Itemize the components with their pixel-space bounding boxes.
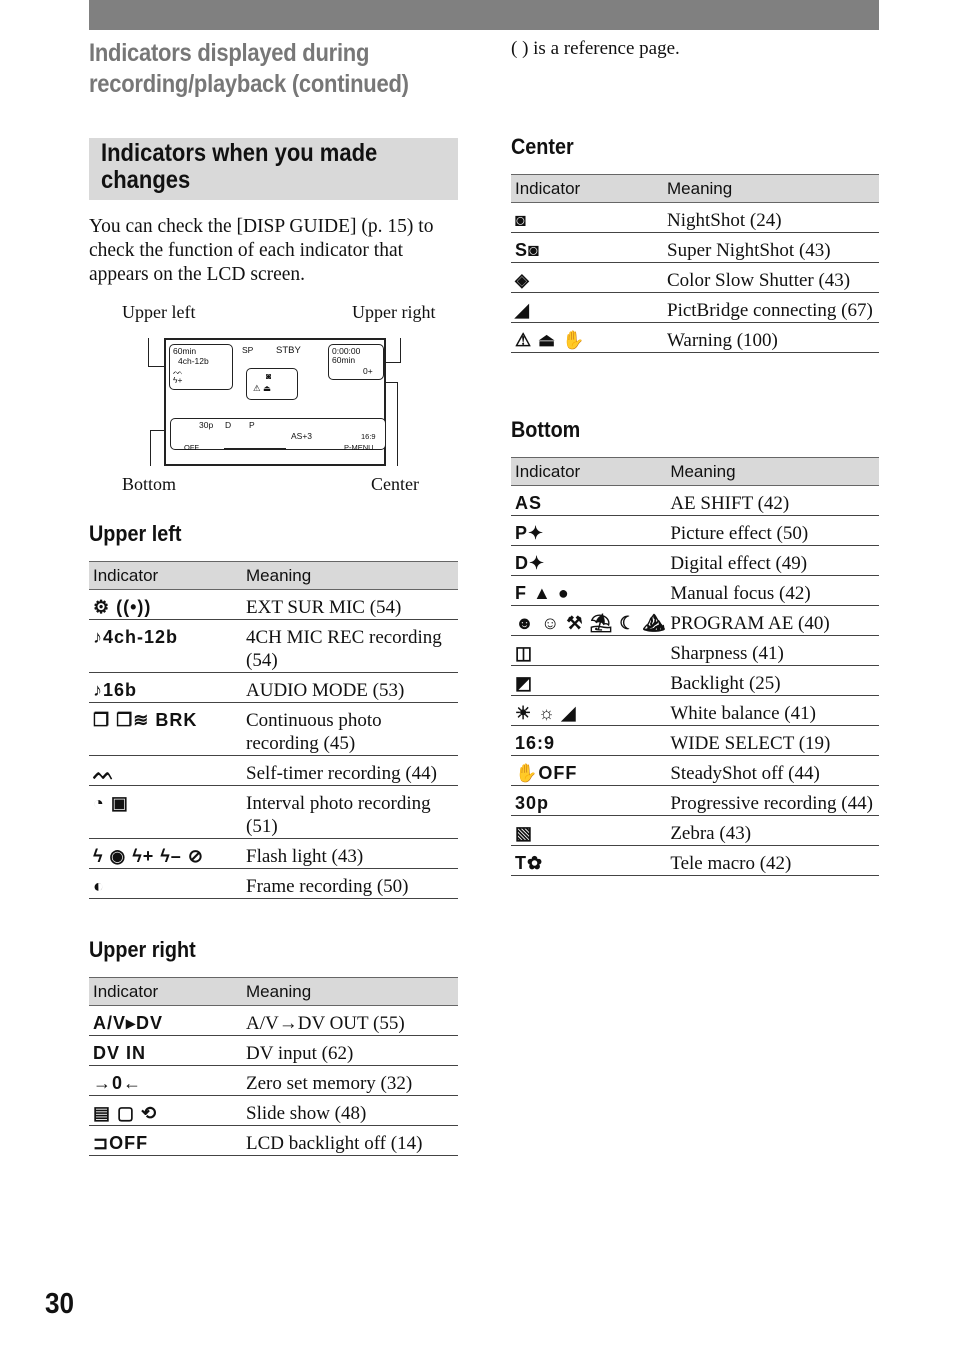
table-row bbox=[511, 323, 879, 353]
diagram-label-bottom: Bottom bbox=[122, 474, 177, 494]
indicator-icon: ϟ ◉ ϟ+ ϟ– ⊘ bbox=[89, 839, 242, 869]
table-row bbox=[511, 606, 879, 636]
lcd-sp: SP bbox=[242, 345, 254, 355]
diagram-label-upper-right: Upper right bbox=[352, 302, 436, 322]
lcd-upper-right-box bbox=[328, 344, 384, 380]
meaning-cell: Continuous photo recording (45) bbox=[242, 703, 458, 756]
table-row bbox=[89, 1126, 458, 1156]
meaning-cell: Backlight (25) bbox=[666, 666, 879, 696]
table-row bbox=[89, 673, 458, 703]
indicator-icon: ◔ ▣ bbox=[89, 786, 242, 839]
indicator-icon: ▧ bbox=[511, 816, 666, 846]
col-meaning: Meaning bbox=[242, 562, 458, 590]
meaning-cell: NightShot (24) bbox=[663, 203, 879, 233]
indicator-icon: ♪4ch-12b bbox=[89, 620, 242, 673]
meaning-cell: Zero set memory (32) bbox=[242, 1066, 458, 1096]
table-row bbox=[511, 726, 879, 756]
lcd-b-as: AS+3 bbox=[291, 431, 313, 441]
indicator-icon: T✿ bbox=[511, 846, 666, 876]
heading-upper-right: Upper right bbox=[89, 937, 196, 962]
table-row bbox=[511, 666, 879, 696]
table-row bbox=[89, 703, 458, 756]
lcd-b-d: D bbox=[225, 420, 232, 430]
lcd-ur-time: 0:00:00 bbox=[332, 346, 361, 356]
indicator-icon: 16:9 bbox=[511, 726, 666, 756]
heading-center: Center bbox=[511, 134, 574, 159]
table-row bbox=[511, 756, 879, 786]
indicator-icon: →0← bbox=[89, 1066, 242, 1096]
section-heading-box bbox=[89, 138, 458, 200]
lcd-b-169: 16:9 bbox=[361, 432, 376, 441]
meaning-cell: LCD backlight off (14) bbox=[242, 1126, 458, 1156]
meaning-cell: DV input (62) bbox=[242, 1036, 458, 1066]
col-indicator: Indicator bbox=[511, 175, 663, 203]
meaning-cell: White balance (41) bbox=[666, 696, 879, 726]
diagram-label-center: Center bbox=[371, 474, 419, 494]
indicator-icon: ☻ ☺ ⚒ ⛱ ☾ ⛰ bbox=[511, 606, 666, 636]
table-row bbox=[511, 233, 879, 263]
diagram-label-upper-left: Upper left bbox=[122, 302, 196, 322]
meaning-cell: Frame recording (50) bbox=[242, 869, 458, 899]
col-meaning: Meaning bbox=[666, 458, 879, 486]
indicator-icon: ✋OFF bbox=[511, 756, 666, 786]
page-title: Indicators displayed during recording/playback (continued) bbox=[89, 39, 409, 98]
reference-note: ( ) is a reference page. bbox=[511, 38, 680, 59]
meaning-cell: EXT SUR MIC (54) bbox=[242, 590, 458, 620]
meaning-cell: PROGRAM AE (40) bbox=[666, 606, 879, 636]
indicator-icon: ⚠ ⏏ ✋ bbox=[511, 323, 663, 353]
heading-bottom: Bottom bbox=[511, 417, 581, 442]
meaning-cell: Progressive recording (44) bbox=[666, 786, 879, 816]
meaning-cell: Self-timer recording (44) bbox=[242, 756, 458, 786]
table-row bbox=[89, 1066, 458, 1096]
indicator-icon: AS bbox=[511, 486, 666, 516]
indicator-icon: DV IN bbox=[89, 1036, 242, 1066]
indicator-icon: ☀ ☼ ◢ bbox=[511, 696, 666, 726]
intro-text: You can check the [DISP GUIDE] (p. 15) to check the function of each indicator that appears on the LCD screen. bbox=[89, 216, 434, 285]
lcd-b-menu: P-MENU bbox=[344, 443, 374, 452]
meaning-cell: WIDE SELECT (19) bbox=[666, 726, 879, 756]
table-row bbox=[511, 293, 879, 323]
meaning-cell: 4CH MIC REC recording (54) bbox=[242, 620, 458, 673]
meaning-cell: Sharpness (41) bbox=[666, 636, 879, 666]
indicator-icon: ᨓ bbox=[89, 756, 242, 786]
indicator-icon: ◈ bbox=[511, 263, 663, 293]
table-row bbox=[511, 786, 879, 816]
center-table bbox=[511, 174, 879, 353]
table-row bbox=[89, 1096, 458, 1126]
lcd-slider-bar bbox=[224, 448, 286, 449]
meaning-cell: Slide show (48) bbox=[242, 1096, 458, 1126]
meaning-cell: Digital effect (49) bbox=[666, 546, 879, 576]
nightshot-icon: ◙ bbox=[266, 371, 272, 381]
lcd-ur-remain: 60min bbox=[332, 355, 356, 365]
col-indicator: Indicator bbox=[511, 458, 666, 486]
bottom-table bbox=[511, 457, 879, 876]
lcd-stby: STBY bbox=[276, 345, 301, 356]
table-row bbox=[511, 816, 879, 846]
indicator-icon: D✦ bbox=[511, 546, 666, 576]
meaning-cell: Warning (100) bbox=[663, 323, 879, 353]
col-meaning: Meaning bbox=[242, 978, 458, 1006]
meaning-cell: Manual focus (42) bbox=[666, 576, 879, 606]
lcd-ul-line1: 60min bbox=[173, 346, 197, 356]
lcd-upper-left-box bbox=[169, 344, 233, 390]
indicator-icon: ❐ ❐≋ BRK bbox=[89, 703, 242, 756]
table-row bbox=[89, 869, 458, 899]
meaning-cell: Zebra (43) bbox=[666, 816, 879, 846]
upper-right-table bbox=[89, 977, 458, 1156]
table-row bbox=[511, 576, 879, 606]
indicator-icon: A/V▸DV bbox=[89, 1006, 242, 1036]
indicator-icon: ◐ bbox=[89, 869, 242, 899]
table-row bbox=[89, 620, 458, 673]
table-row bbox=[89, 1006, 458, 1036]
table-row bbox=[511, 203, 879, 233]
table-row bbox=[511, 846, 879, 876]
indicator-icon: P✦ bbox=[511, 516, 666, 546]
indicator-icon: ▤ ▢ ⟲ bbox=[89, 1096, 242, 1126]
col-indicator: Indicator bbox=[89, 562, 242, 590]
table-row bbox=[511, 486, 879, 516]
indicator-icon: 30p bbox=[511, 786, 666, 816]
indicator-icon: ⊐OFF bbox=[89, 1126, 242, 1156]
self-timer-icon: ᨓ bbox=[173, 366, 184, 376]
col-indicator: Indicator bbox=[89, 978, 242, 1006]
table-row bbox=[89, 1036, 458, 1066]
heading-upper-left: Upper left bbox=[89, 521, 182, 546]
upper-left-table bbox=[89, 561, 458, 899]
table-row bbox=[89, 839, 458, 869]
warning-icon: ⚠ ⏏ bbox=[253, 383, 272, 393]
meaning-cell: Interval photo recording (51) bbox=[242, 786, 458, 839]
lcd-screen bbox=[164, 338, 386, 466]
meaning-cell: AUDIO MODE (53) bbox=[242, 673, 458, 703]
meaning-cell: Picture effect (50) bbox=[666, 516, 879, 546]
header-bar bbox=[89, 0, 879, 30]
indicator-icon: F ▲ ● bbox=[511, 576, 666, 606]
table-row bbox=[511, 636, 879, 666]
meaning-cell: Tele macro (42) bbox=[666, 846, 879, 876]
table-row bbox=[511, 263, 879, 293]
table-row bbox=[511, 516, 879, 546]
lcd-ur-zero: 0+ bbox=[363, 366, 373, 376]
table-row bbox=[511, 546, 879, 576]
indicator-icon: ♪16b bbox=[89, 673, 242, 703]
indicator-icon: ◙ bbox=[511, 203, 663, 233]
col-meaning: Meaning bbox=[663, 175, 879, 203]
indicator-icon: ◩ bbox=[511, 666, 666, 696]
lcd-ul-line3: ϟ+ bbox=[173, 375, 183, 385]
table-row bbox=[89, 756, 458, 786]
table-row bbox=[511, 696, 879, 726]
lcd-b-p: P bbox=[249, 420, 255, 430]
meaning-cell: AE SHIFT (42) bbox=[666, 486, 879, 516]
lcd-b-30p: 30p bbox=[199, 420, 214, 430]
indicator-icon: S◙ bbox=[511, 233, 663, 263]
table-row bbox=[89, 786, 458, 839]
meaning-cell: Super NightShot (43) bbox=[663, 233, 879, 263]
section-title: Indicators when you made changes bbox=[101, 139, 378, 194]
table-row bbox=[89, 590, 458, 620]
meaning-cell: Flash light (43) bbox=[242, 839, 458, 869]
indicator-icon: ◢ bbox=[511, 293, 663, 323]
indicator-icon: ⚙ ((•)) bbox=[89, 590, 242, 620]
page-number: 30 bbox=[45, 1288, 75, 1320]
meaning-cell: PictBridge connecting (67) bbox=[663, 293, 879, 323]
lcd-ul-line2: 4ch-12b bbox=[178, 356, 209, 366]
lcd-b-off: OFF bbox=[184, 443, 199, 452]
meaning-cell: Color Slow Shutter (43) bbox=[663, 263, 879, 293]
indicator-icon: ◫ bbox=[511, 636, 666, 666]
lcd-center-box bbox=[246, 368, 298, 400]
meaning-cell: SteadyShot off (44) bbox=[666, 756, 879, 786]
meaning-cell: A/V→DV OUT (55) bbox=[242, 1006, 458, 1036]
